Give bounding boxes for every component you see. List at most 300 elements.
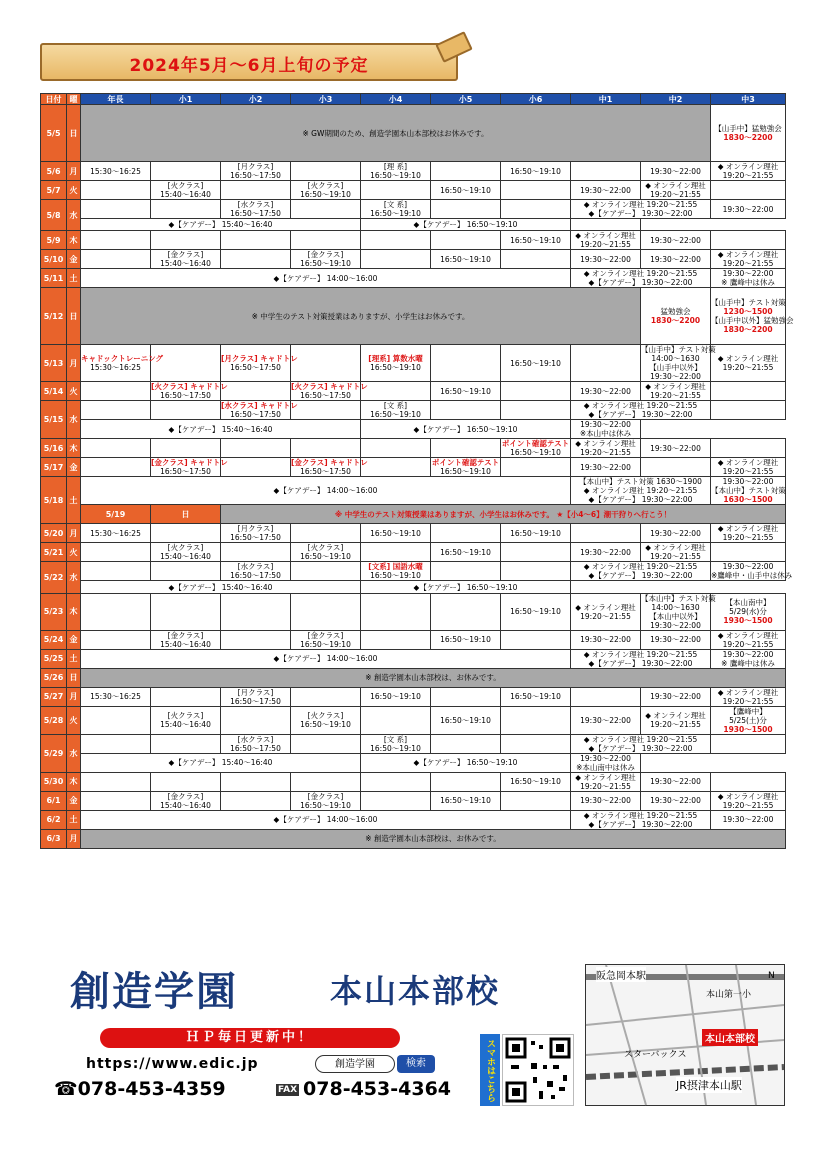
cell-line: [月クラス]	[237, 162, 274, 171]
cell-line: 19:20～21:55	[650, 391, 701, 401]
cell-line: ◆【ケアデー】 19:30～22:00	[588, 209, 693, 218]
cell-line: ◆ オンライン理社 19:20～21:55	[583, 269, 698, 279]
schedule-cell	[641, 382, 711, 401]
schedule-cell	[81, 829, 786, 848]
table-header-row	[41, 94, 786, 105]
table-row	[41, 458, 786, 477]
schedule-cell	[501, 181, 571, 200]
schedule-cell	[641, 345, 716, 382]
cell-line: 19:30～22:00	[580, 386, 631, 396]
cell-line: [理系] 算数水曜	[368, 354, 423, 364]
table-row	[41, 562, 786, 581]
table-row	[41, 668, 786, 687]
cell-line: 15:30～16:25	[90, 363, 141, 373]
schedule-cell	[501, 162, 571, 181]
cell-line: ◆ オンライン理社	[645, 181, 706, 190]
table-row	[41, 250, 786, 269]
schedule-cell	[711, 562, 793, 581]
cell-line: 1630～1500	[723, 495, 773, 505]
schedule-cell	[81, 687, 151, 706]
schedule-table-wrapper	[40, 93, 794, 849]
schedule-cell	[151, 524, 221, 543]
website-url[interactable]: https://www.edic.jp	[86, 1056, 259, 1072]
map-station-jr: JR摂津本山駅	[676, 1079, 742, 1092]
weekday-cell: 金	[67, 458, 81, 477]
cell-line: 16:50～19:10	[510, 235, 561, 245]
cell-line: 19:20～21:55	[722, 363, 774, 373]
schedule-cell	[361, 772, 431, 791]
cell-line: 【山手中以外】	[649, 363, 702, 373]
schedule-cell	[221, 772, 291, 791]
table-row	[41, 630, 786, 649]
cell-line: 16:50～19:10	[510, 607, 561, 617]
schedule-cell	[221, 791, 291, 810]
cell-line: 19:30～22:00	[580, 753, 631, 763]
schedule-cell	[571, 181, 641, 200]
schedule-cell	[151, 345, 221, 382]
schedule-cell	[291, 630, 361, 649]
schedule-cell	[361, 581, 571, 593]
map-station-hankyu: 阪急岡本駅	[596, 967, 646, 982]
table-body	[41, 105, 794, 849]
schedule-cell	[221, 562, 291, 581]
date-cell: 6/3	[41, 829, 67, 848]
table-row	[41, 593, 786, 630]
cell-line: 【山手中】猛勉強会	[714, 124, 782, 133]
schedule-cell	[711, 288, 794, 345]
cell-line: ※鷹峰中・山手中は休み	[711, 571, 793, 581]
cell-line: 15:40～16:40	[160, 639, 211, 649]
cell-line: 16:50～19:10	[440, 635, 491, 645]
schedule-cell	[291, 706, 361, 734]
cell-line: ◆【ケアデー】 19:30～22:00	[588, 571, 693, 581]
schedule-cell	[501, 687, 571, 706]
schedule-cell	[641, 250, 711, 269]
cell-line: 16:50～19:10	[440, 254, 491, 264]
cell-line: ◆ オンライン理社 19:20～21:55	[583, 200, 698, 209]
schedule-cell	[361, 687, 431, 706]
cell-line: 16:50～17:50	[230, 743, 281, 753]
cell-line: ◆ オンライン理社	[717, 162, 779, 171]
map-starbucks: スターバックス	[624, 1050, 687, 1060]
weekday-cell: 日	[151, 505, 221, 524]
schedule-cell	[431, 706, 501, 734]
schedule-cell	[571, 420, 641, 439]
schedule-cell	[221, 231, 291, 250]
cell-line: ◆ オンライン理社	[717, 630, 779, 640]
schedule-cell	[571, 219, 641, 231]
cell-line: [月クラス]	[237, 524, 274, 534]
schedule-cell	[221, 382, 291, 401]
cell-line: 19:30～22:00	[580, 185, 631, 195]
schedule-cell	[81, 562, 151, 581]
search-button[interactable]: 検索	[397, 1055, 435, 1073]
table-row	[41, 734, 786, 753]
schedule-cell	[711, 543, 786, 562]
schedule-cell	[431, 772, 501, 791]
table-row	[41, 524, 786, 543]
schedule-cell	[361, 458, 431, 477]
cell-line: 16:50～19:10	[510, 528, 561, 538]
cell-line: 16:50～19:10	[510, 777, 561, 787]
schedule-cell	[431, 200, 501, 219]
cell-line: 16:50～19:10	[300, 800, 351, 810]
date-cell: 5/16	[41, 439, 67, 458]
cell-line: 1830～2200	[723, 325, 773, 335]
schedule-cell	[431, 345, 501, 382]
schedule-cell	[291, 593, 361, 630]
cell-line: ◆【ケアデー】 15:40～16:40	[168, 220, 273, 230]
schedule-cell	[361, 200, 431, 219]
schedule-cell	[501, 439, 571, 458]
cell-line: 15:30～16:25	[90, 692, 141, 702]
schedule-cell	[711, 345, 786, 382]
fax-number	[276, 1078, 451, 1100]
school-name: 本山本部校	[330, 972, 501, 1010]
cell-line: 19:30～22:00	[580, 715, 631, 725]
weekday-cell: 土	[67, 269, 81, 288]
cell-line: 19:20～21:55	[650, 190, 701, 199]
weekday-cell: 日	[67, 105, 81, 162]
weekday-cell: 火	[67, 706, 81, 734]
cell-line: ◆ オンライン理社	[717, 524, 779, 534]
cell-line: ※ 創造学園本山本部校は、お休みです。	[365, 834, 501, 844]
cell-line: [金クラス]	[167, 791, 204, 801]
schedule-cell	[361, 345, 431, 382]
cell-line: 19:20～21:55	[722, 171, 774, 180]
schedule-cell	[361, 791, 431, 810]
schedule-cell	[641, 687, 711, 706]
schedule-cell	[81, 439, 151, 458]
fax-icon: FAX	[278, 1084, 298, 1095]
schedule-cell	[291, 200, 361, 219]
cell-line: 15:40～16:40	[160, 259, 211, 269]
schedule-cell	[361, 630, 431, 649]
cell-line: 16:50～17:50	[230, 696, 281, 706]
cell-line: 19:30～22:00	[650, 372, 701, 382]
schedule-cell	[571, 649, 711, 668]
date-cell: 5/24	[41, 630, 67, 649]
schedule-cell	[81, 753, 361, 772]
column-header: 日付	[41, 94, 67, 105]
cell-line: [月クラス] キャドトレ	[221, 354, 298, 364]
cell-line: ◆【ケアデー】 19:30～22:00	[588, 278, 693, 288]
schedule-cell	[81, 791, 151, 810]
schedule-cell	[571, 543, 641, 562]
cell-line: 15:40～16:40	[160, 800, 211, 810]
date-cell: 5/11	[41, 269, 67, 288]
schedule-cell	[431, 734, 501, 753]
cell-line: 19:30～22:00	[580, 462, 631, 472]
qr-code-icon[interactable]	[502, 1034, 574, 1106]
cell-line: 19:30～22:00	[650, 692, 701, 702]
date-cell: 5/28	[41, 706, 67, 734]
schedule-cell	[431, 439, 501, 458]
cell-line: 16:50～19:10	[440, 467, 491, 477]
cell-line: 16:50～17:50	[160, 391, 211, 401]
cell-line: ◆ オンライン理社	[717, 687, 779, 697]
schedule-cell	[711, 401, 786, 420]
schedule-cell	[431, 231, 501, 250]
cell-line: 19:30～22:00	[650, 777, 701, 787]
schedule-cell	[151, 231, 221, 250]
table-row	[41, 829, 786, 848]
schedule-cell	[151, 250, 221, 269]
cell-line: 19:20～21:55	[580, 448, 631, 458]
schedule-cell	[151, 200, 221, 219]
column-header: 中3	[711, 94, 786, 105]
weekday-cell: 土	[67, 649, 81, 668]
schedule-cell	[431, 630, 501, 649]
schedule-cell	[361, 706, 431, 734]
cell-line: 19:30～22:00	[650, 620, 701, 630]
column-header: 小4	[361, 94, 431, 105]
column-header: 中1	[571, 94, 641, 105]
schedule-cell	[711, 772, 786, 791]
cell-line: ◆【ケアデー】 16:50～19:10	[413, 758, 518, 768]
date-cell: 5/5	[41, 105, 67, 162]
schedule-cell	[221, 734, 291, 753]
cell-line: [火クラス]	[167, 711, 204, 721]
schedule-cell	[641, 593, 716, 630]
cell-line: ◆ オンライン理社 19:20～21:55	[583, 401, 698, 411]
map-street-label: 本山第一小	[706, 990, 752, 1000]
schedule-cell	[221, 401, 298, 420]
cell-line: [金クラス]	[167, 250, 204, 260]
schedule-cell	[81, 668, 786, 687]
weekday-cell: 火	[67, 382, 81, 401]
schedule-cell	[291, 562, 361, 581]
cell-line: [金クラス]	[307, 250, 344, 260]
schedule-cell	[361, 439, 431, 458]
cell-line: 猛勉強会	[660, 307, 691, 317]
table-row	[41, 162, 786, 181]
schedule-cell	[711, 649, 786, 668]
cell-line: 14:00～1630	[651, 354, 700, 364]
weekday-cell: 水	[67, 200, 81, 231]
schedule-cell	[291, 734, 361, 753]
schedule-cell	[81, 288, 641, 345]
school-logo: 創造学園	[70, 968, 238, 1015]
cell-line: 19:20～21:55	[650, 552, 701, 562]
weekday-cell: 木	[67, 772, 81, 791]
cell-line: 【山手中】テスト対策	[641, 345, 716, 355]
schedule-cell	[361, 401, 431, 420]
schedule-cell	[361, 524, 431, 543]
cell-line: 15:30～16:25	[90, 166, 141, 176]
schedule-cell	[291, 439, 361, 458]
schedule-cell	[291, 162, 361, 181]
schedule-cell	[81, 269, 571, 288]
schedule-cell	[431, 250, 501, 269]
date-cell: 5/22	[41, 562, 67, 593]
schedule-cell	[711, 250, 786, 269]
schedule-cell	[291, 543, 361, 562]
cell-line: 19:30～22:00	[650, 235, 701, 245]
schedule-cell	[641, 231, 711, 250]
date-cell: 5/29	[41, 734, 67, 772]
footer	[40, 960, 785, 1110]
access-map	[585, 964, 785, 1106]
fax-value: 078-453-4364	[303, 1078, 452, 1100]
cell-line: ポイント確認テスト	[431, 458, 500, 468]
cell-line: 16:50～19:10	[370, 528, 421, 538]
schedule-cell	[641, 458, 711, 477]
table-row	[41, 687, 786, 706]
schedule-cell	[291, 250, 361, 269]
weekday-cell: 金	[67, 630, 81, 649]
schedule-cell	[431, 687, 501, 706]
cell-line: 16:50～17:50	[230, 171, 281, 180]
schedule-cell	[711, 162, 786, 181]
cell-line: ◆【ケアデー】 14:00～16:00	[273, 486, 378, 496]
schedule-cell	[151, 734, 221, 753]
schedule-cell	[571, 687, 641, 706]
cell-line: ◆ オンライン理社 19:20～21:55	[583, 486, 698, 496]
schedule-cell	[711, 200, 786, 219]
date-cell: 5/13	[41, 345, 67, 382]
schedule-cell	[501, 562, 571, 581]
cell-line: [火クラス]	[167, 181, 204, 190]
column-header: 中2	[641, 94, 711, 105]
schedule-cell	[501, 250, 571, 269]
search-input[interactable]: 創造学園	[315, 1055, 395, 1073]
schedule-cell	[81, 181, 151, 200]
schedule-cell	[501, 630, 571, 649]
schedule-cell	[431, 791, 501, 810]
cell-line: ◆ オンライン理社	[717, 354, 779, 364]
schedule-cell	[81, 772, 151, 791]
schedule-cell	[151, 181, 221, 200]
table-row	[41, 105, 786, 162]
schedule-cell	[501, 772, 571, 791]
cell-line: ◆【ケアデー】 14:00～16:00	[273, 654, 378, 664]
date-cell: 5/21	[41, 543, 67, 562]
cell-line: 19:30～22:00	[650, 443, 701, 453]
schedule-cell	[571, 791, 641, 810]
date-cell: 5/9	[41, 231, 67, 250]
cell-line: [文 系]	[383, 734, 408, 744]
cell-line: 16:50～19:10	[300, 720, 351, 730]
schedule-cell	[81, 458, 151, 477]
schedule-cell	[571, 477, 711, 505]
date-cell: 5/18	[41, 477, 67, 524]
schedule-cell	[571, 200, 711, 219]
table-row	[41, 753, 786, 772]
schedule-cell	[571, 630, 641, 649]
cell-line: [金クラス]	[307, 791, 344, 801]
cell-line: ※ 鷹峰中は休み	[721, 278, 775, 288]
schedule-cell	[431, 162, 501, 181]
schedule-cell	[501, 382, 571, 401]
schedule-cell	[361, 593, 431, 630]
cell-line: 19:30～22:00	[580, 635, 631, 645]
cell-line: [金クラス] キャドトレ	[291, 458, 368, 468]
schedule-cell	[711, 105, 786, 162]
cell-line: 1830～2200	[723, 133, 773, 142]
cell-line: 15:40～16:40	[160, 552, 211, 562]
column-header: 小1	[151, 94, 221, 105]
schedule-cell	[221, 543, 291, 562]
table-row	[41, 288, 786, 345]
cell-line: [火クラス] キャドトレ	[151, 382, 228, 392]
schedule-cell	[571, 345, 641, 382]
cell-line: ◆【ケアデー】 19:30～22:00	[588, 743, 693, 753]
table-row	[41, 810, 786, 829]
schedule-cell	[81, 401, 151, 420]
cell-line: ◆【ケアデー】 19:30～22:00	[588, 819, 693, 829]
cell-line: ◆ オンライン理社 19:20～21:55	[583, 810, 698, 820]
cell-line: 16:50～19:10	[370, 363, 421, 373]
schedule-cell	[501, 345, 571, 382]
cell-line: 19:20～21:55	[650, 720, 701, 730]
cell-line: 【山手中】テスト対策	[711, 298, 786, 308]
schedule-cell	[81, 581, 361, 593]
schedule-cell	[81, 345, 164, 382]
schedule-cell	[291, 458, 368, 477]
cell-line: ※ 鷹峰中は休み	[721, 658, 775, 668]
schedule-cell	[151, 791, 221, 810]
table-row	[41, 420, 786, 439]
cell-line: 【本山中】テスト対策 1630～1900	[579, 477, 702, 487]
schedule-cell	[291, 687, 361, 706]
date-cell: 6/2	[41, 810, 67, 829]
schedule-cell	[151, 706, 221, 734]
cell-line: 19:30～22:00	[650, 528, 701, 538]
schedule-cell	[501, 458, 571, 477]
schedule-cell	[221, 524, 291, 543]
schedule-cell	[151, 543, 221, 562]
schedule-cell	[291, 231, 361, 250]
schedule-cell	[81, 477, 571, 505]
table-row	[41, 706, 786, 734]
table-row	[41, 477, 786, 505]
schedule-cell	[81, 630, 151, 649]
cell-line: 【本山中】テスト対策	[711, 486, 786, 496]
schedule-cell	[221, 345, 298, 382]
schedule-cell	[571, 810, 711, 829]
schedule-cell	[151, 458, 228, 477]
cell-line: 19:30～22:00	[722, 815, 774, 825]
schedule-cell	[151, 439, 221, 458]
cell-line: [水クラス]	[237, 734, 274, 744]
cell-line: [金クラス] キャドトレ	[151, 458, 228, 468]
schedule-cell	[361, 181, 431, 200]
schedule-cell	[291, 791, 361, 810]
cell-line: ◆ オンライン理社	[717, 458, 779, 468]
schedule-cell	[361, 543, 431, 562]
schedule-cell	[711, 734, 786, 753]
cell-line: 16:50～19:10	[510, 358, 561, 368]
schedule-cell	[151, 162, 221, 181]
schedule-cell	[711, 706, 786, 734]
schedule-cell	[221, 458, 291, 477]
schedule-cell	[291, 772, 361, 791]
schedule-cell	[291, 345, 361, 382]
schedule-cell	[501, 706, 571, 734]
schedule-cell	[571, 706, 641, 734]
cell-line: 15:40～16:40	[160, 720, 211, 730]
cell-line: 16:50～17:50	[230, 410, 281, 420]
schedule-cell	[571, 562, 711, 581]
date-cell: 5/8	[41, 200, 67, 231]
cell-line: 19:30～22:00	[722, 269, 774, 279]
cell-line: 19:20～21:55	[722, 696, 774, 706]
weekday-cell: 木	[67, 231, 81, 250]
schedule-cell	[431, 562, 501, 581]
cell-line: ◆【ケアデー】 14:00～16:00	[273, 815, 378, 825]
weekday-cell: 月	[67, 162, 81, 181]
